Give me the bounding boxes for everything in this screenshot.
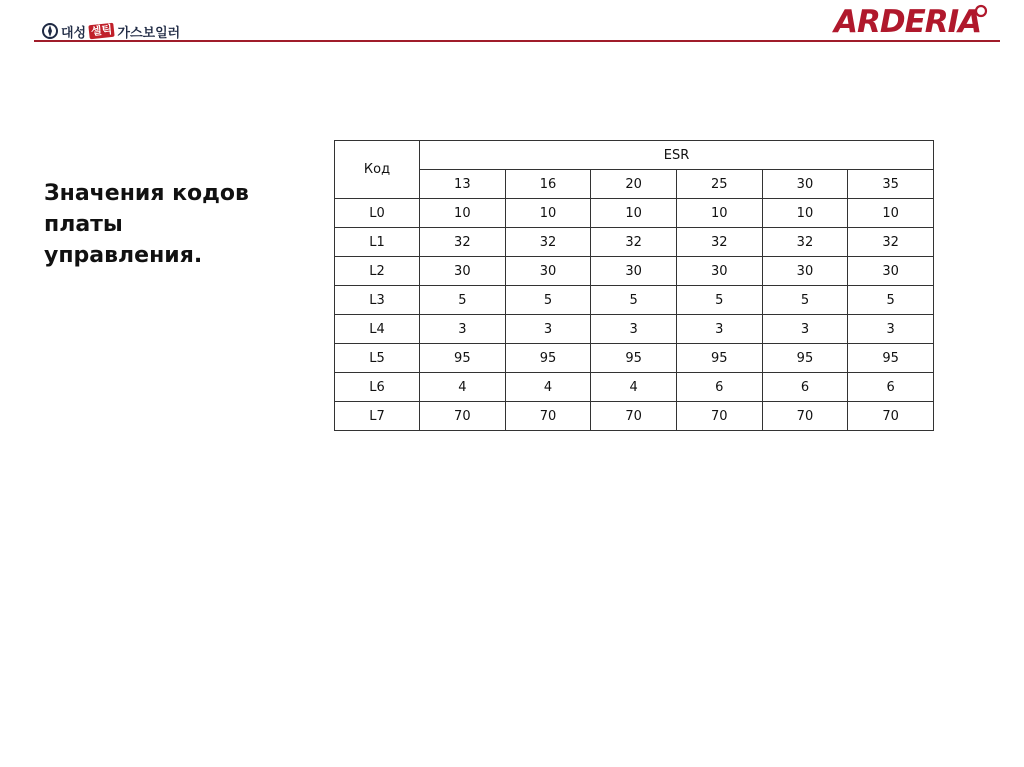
code-cell: L6 [335, 373, 420, 402]
arderia-logo [834, 2, 981, 42]
title-line: управления. [44, 243, 203, 268]
code-cell: L0 [335, 199, 420, 228]
esr-column-header: 25 [676, 170, 762, 199]
value-cell: 3 [676, 315, 762, 344]
slide-title [44, 178, 294, 271]
value-cell: 6 [848, 373, 934, 402]
table-row [335, 373, 934, 402]
value-cell: 5 [762, 286, 848, 315]
value-cell: 30 [505, 257, 591, 286]
esr-column-header: 20 [591, 170, 677, 199]
table-row [335, 199, 934, 228]
value-cell: 70 [591, 402, 677, 431]
value-cell: 30 [591, 257, 677, 286]
value-cell: 32 [762, 228, 848, 257]
value-cell: 70 [505, 402, 591, 431]
esr-column-header: 35 [848, 170, 934, 199]
value-cell: 95 [420, 344, 506, 373]
table-subheader-row [335, 170, 934, 199]
code-cell: L3 [335, 286, 420, 315]
value-cell: 10 [505, 199, 591, 228]
value-cell: 3 [420, 315, 506, 344]
value-cell: 10 [848, 199, 934, 228]
value-cell: 3 [762, 315, 848, 344]
table-row [335, 344, 934, 373]
value-cell: 6 [676, 373, 762, 402]
value-cell: 5 [848, 286, 934, 315]
value-cell: 95 [591, 344, 677, 373]
value-cell: 6 [762, 373, 848, 402]
value-cell: 95 [848, 344, 934, 373]
code-column-header: Код [335, 141, 420, 199]
value-cell: 5 [591, 286, 677, 315]
value-cell: 10 [762, 199, 848, 228]
value-cell: 70 [676, 402, 762, 431]
logo-ring-icon [974, 4, 988, 18]
value-cell: 32 [591, 228, 677, 257]
value-cell: 30 [676, 257, 762, 286]
value-cell: 10 [420, 199, 506, 228]
value-cell: 30 [762, 257, 848, 286]
table-body [335, 199, 934, 431]
value-cell: 5 [505, 286, 591, 315]
logo-suffix-text: 가스보일러 [117, 25, 181, 41]
value-cell: 10 [676, 199, 762, 228]
table-row [335, 257, 934, 286]
value-cell: 32 [676, 228, 762, 257]
value-cell: 5 [676, 286, 762, 315]
code-cell: L1 [335, 228, 420, 257]
code-cell: L7 [335, 402, 420, 431]
daesung-logo [42, 20, 180, 42]
value-cell: 4 [505, 373, 591, 402]
code-cell: L5 [335, 344, 420, 373]
table-row [335, 228, 934, 257]
table-row [335, 315, 934, 344]
value-cell: 3 [848, 315, 934, 344]
value-cell: 70 [848, 402, 934, 431]
esr-column-header: 16 [505, 170, 591, 199]
value-cell: 5 [420, 286, 506, 315]
value-cell: 95 [676, 344, 762, 373]
title-line: платы [44, 212, 123, 237]
value-cell: 30 [848, 257, 934, 286]
value-cell: 30 [420, 257, 506, 286]
esr-column-header: 13 [420, 170, 506, 199]
value-cell: 4 [591, 373, 677, 402]
arderia-logo-text: ARDERIA [834, 4, 982, 40]
table-header-row [335, 141, 934, 170]
value-cell: 95 [762, 344, 848, 373]
title-line: Значения кодов [44, 181, 249, 206]
value-cell: 4 [420, 373, 506, 402]
value-cell: 70 [762, 402, 848, 431]
header-divider [34, 40, 1000, 42]
code-cell: L4 [335, 315, 420, 344]
value-cell: 10 [591, 199, 677, 228]
value-cell: 3 [591, 315, 677, 344]
value-cell: 95 [505, 344, 591, 373]
code-cell: L2 [335, 257, 420, 286]
value-cell: 3 [505, 315, 591, 344]
logo-badge-text: 셀틱 [88, 23, 115, 40]
value-cell: 32 [848, 228, 934, 257]
value-cell: 70 [420, 402, 506, 431]
table-row [335, 402, 934, 431]
esr-column-header: 30 [762, 170, 848, 199]
value-cell: 32 [420, 228, 506, 257]
esr-group-header: ESR [420, 141, 934, 170]
logo-brand-text: 대성 [61, 25, 87, 41]
daesung-emblem-icon [42, 23, 58, 39]
value-cell: 32 [505, 228, 591, 257]
table-row [335, 286, 934, 315]
codes-table [334, 140, 934, 431]
